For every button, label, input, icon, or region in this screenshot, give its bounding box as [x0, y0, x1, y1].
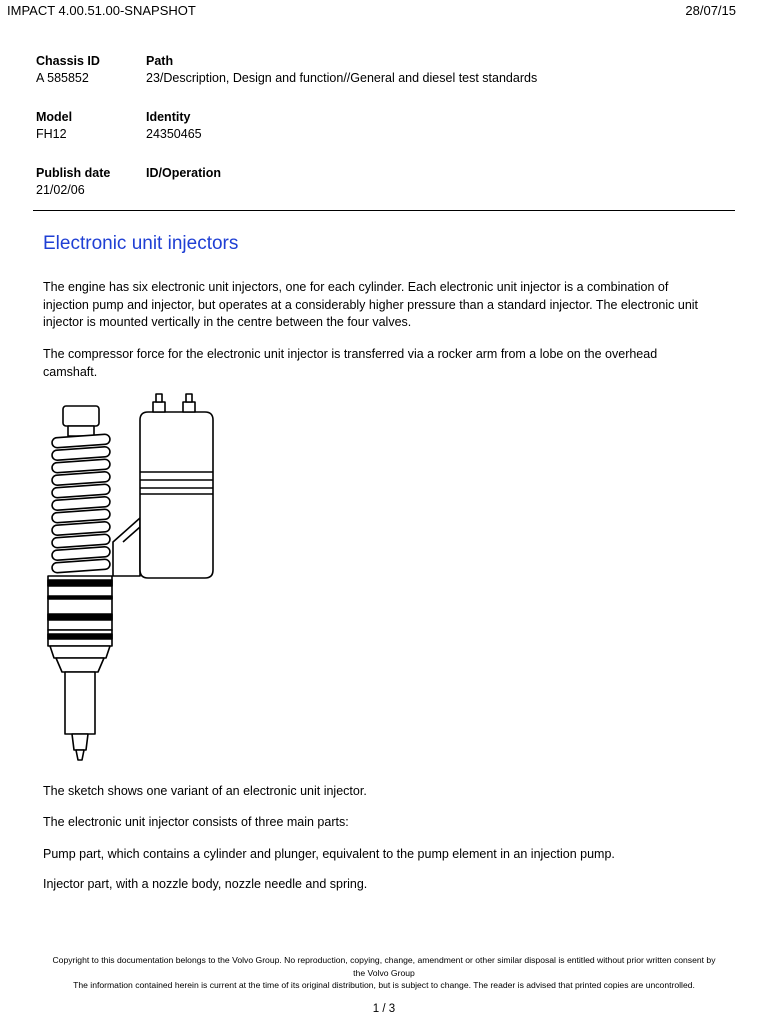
model-value: FH12 — [36, 127, 67, 141]
nozzle-body — [65, 672, 95, 734]
nozzle-nut — [56, 658, 104, 672]
publish-date-value: 21/02/06 — [36, 183, 85, 197]
paragraph-line: camshaft. — [43, 364, 98, 379]
page-number: 1 / 3 — [372, 1003, 396, 1015]
copyright-notice — [30, 954, 738, 992]
chassis-id-value: A 585852 — [36, 71, 89, 85]
spring-coil — [52, 459, 111, 473]
model-label: Model — [36, 110, 73, 124]
spring-coil — [52, 471, 111, 485]
o-ring-middle — [48, 614, 112, 620]
paragraph-line: injector is mounted vertically in the centre between the four valves. — [43, 315, 412, 329]
spring-coil — [52, 521, 111, 535]
copyright-line: Copyright to this documentation belongs to the Volvo Group. No reproduction, copying, change, amendment or other similar disposal is entitled without prior written consent by — [52, 955, 716, 965]
spring-coil — [52, 446, 111, 460]
identity-value: 24350465 — [146, 127, 202, 141]
path-label: Path — [146, 54, 174, 68]
spring-coil — [52, 546, 111, 560]
terminal-right — [183, 402, 195, 412]
spring-coil — [52, 559, 111, 573]
publish-date-label: Publish date — [36, 166, 111, 180]
nozzle-tip — [72, 734, 88, 750]
paragraph-pump-part: Pump part, which contains a cylinder and plunger, equivalent to the pump element in an injection pump. — [43, 847, 615, 861]
plunger-cap — [63, 406, 99, 426]
paragraph-line: The compressor force for the electronic unit injector is transferred via a rocker arm from a lobe on the overhead — [43, 347, 658, 361]
spring-coil — [52, 534, 111, 548]
copyright-line: the Volvo Group — [353, 967, 415, 978]
print-date: 28/07/15 — [685, 3, 736, 18]
disclaimer-line: The information contained herein is current at the time of its original distribution, but is subject to change. The reader is advised that printed copies are uncontrolled. — [73, 980, 695, 990]
paragraph-injector-part: Injector part, with a nozzle body, nozzle needle and spring. — [43, 877, 368, 891]
operation-label: ID/Operation — [146, 166, 222, 180]
return-spring — [52, 434, 111, 573]
plunger-stem — [68, 426, 94, 436]
injector-sketch-svg — [38, 390, 228, 775]
paragraph-intro — [43, 279, 743, 332]
spring-coil — [52, 484, 111, 498]
spring-coil — [52, 496, 111, 510]
solenoid-housing — [140, 412, 213, 578]
paragraph-sketch-caption: The sketch shows one variant of an electronic unit injector. — [43, 784, 367, 798]
app-version: IMPACT 4.00.51.00-SNAPSHOT — [7, 3, 196, 18]
nozzle-taper — [50, 646, 110, 658]
paragraph-line: The engine has six electronic unit injectors, one for each cylinder. Each electronic unit injector is a combination of — [43, 280, 669, 294]
paragraph-compressor — [43, 346, 743, 381]
o-ring-upper — [48, 580, 112, 586]
identity-label: Identity — [146, 110, 191, 124]
paragraph-main-parts: The electronic unit injector consists of three main parts: — [43, 815, 349, 829]
spring-coil — [52, 509, 111, 523]
terminal-left — [153, 402, 165, 412]
solenoid-bracket — [113, 518, 140, 576]
o-ring-lower — [48, 634, 112, 639]
header-divider — [33, 210, 735, 211]
article-title: Electronic unit injectors — [43, 233, 239, 254]
paragraph-line: injection pump and injector, but operates at a considerably higher pressure than a standard injector. The electronic unit — [43, 297, 699, 312]
injector-sketch — [38, 390, 228, 775]
o-ring-groove — [48, 596, 112, 599]
chassis-id-label: Chassis ID — [36, 54, 100, 68]
spring-coil — [52, 434, 111, 448]
terminal-right-pin — [186, 394, 192, 402]
nozzle-needle-tip — [76, 750, 84, 760]
terminal-left-pin — [156, 394, 162, 402]
path-value: 23/Description, Design and function//General and diesel test standards — [146, 71, 538, 85]
